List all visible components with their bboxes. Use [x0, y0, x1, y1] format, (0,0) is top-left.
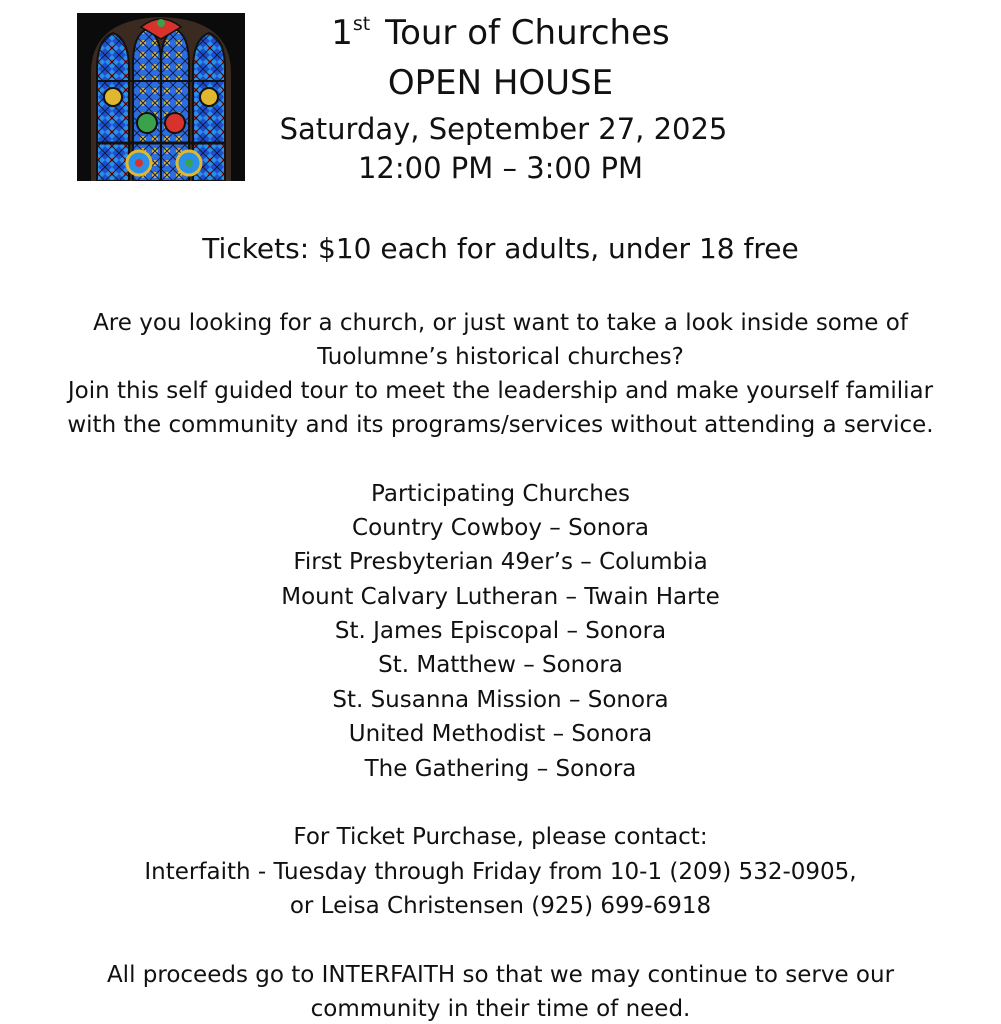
intro-line: Tuolumne’s historical churches?	[317, 344, 684, 370]
intro-line: Are you looking for a church, or just want to take a look inside some of	[93, 310, 908, 336]
intro-line: with the community and its programs/services without attending a service.	[67, 412, 934, 438]
closing-line: community in their time of need.	[310, 996, 691, 1022]
closing-line: All proceeds go to INTERFAITH so that we may continue to serve our	[106, 962, 895, 988]
contact-line: Interfaith - Tuesday through Friday from 10-1 (209) 532-0905,	[144, 859, 857, 885]
church-list-item: Country Cowboy – Sonora	[352, 515, 649, 541]
churches-heading: Participating Churches	[371, 481, 630, 507]
church-list-item: Mount Calvary Lutheran – Twain Harte	[281, 584, 720, 610]
event-time: 12:00 PM – 3:00 PM	[357, 151, 644, 185]
church-list-item: St. James Episcopal – Sonora	[334, 618, 667, 644]
church-list-item: First Presbyterian 49er’s – Columbia	[293, 549, 708, 575]
church-list-item: St. Matthew – Sonora	[378, 652, 623, 678]
page-title: 1st Tour of Churches	[331, 13, 670, 53]
church-list-item: United Methodist – Sonora	[348, 721, 653, 747]
ticket-info: Tickets: $10 each for adults, under 18 free	[202, 232, 799, 265]
intro-line: Join this self guided tour to meet the leadership and make yourself familiar	[67, 378, 934, 404]
contact-line: or Leisa Christensen (925) 699-6918	[289, 893, 712, 919]
event-date: Saturday, September 27, 2025	[279, 112, 728, 146]
page-subtitle: OPEN HOUSE	[387, 63, 614, 103]
contact-heading: For Ticket Purchase, please contact:	[293, 824, 708, 850]
church-list-item: The Gathering – Sonora	[364, 756, 637, 782]
church-list-item: St. Susanna Mission – Sonora	[332, 687, 669, 713]
